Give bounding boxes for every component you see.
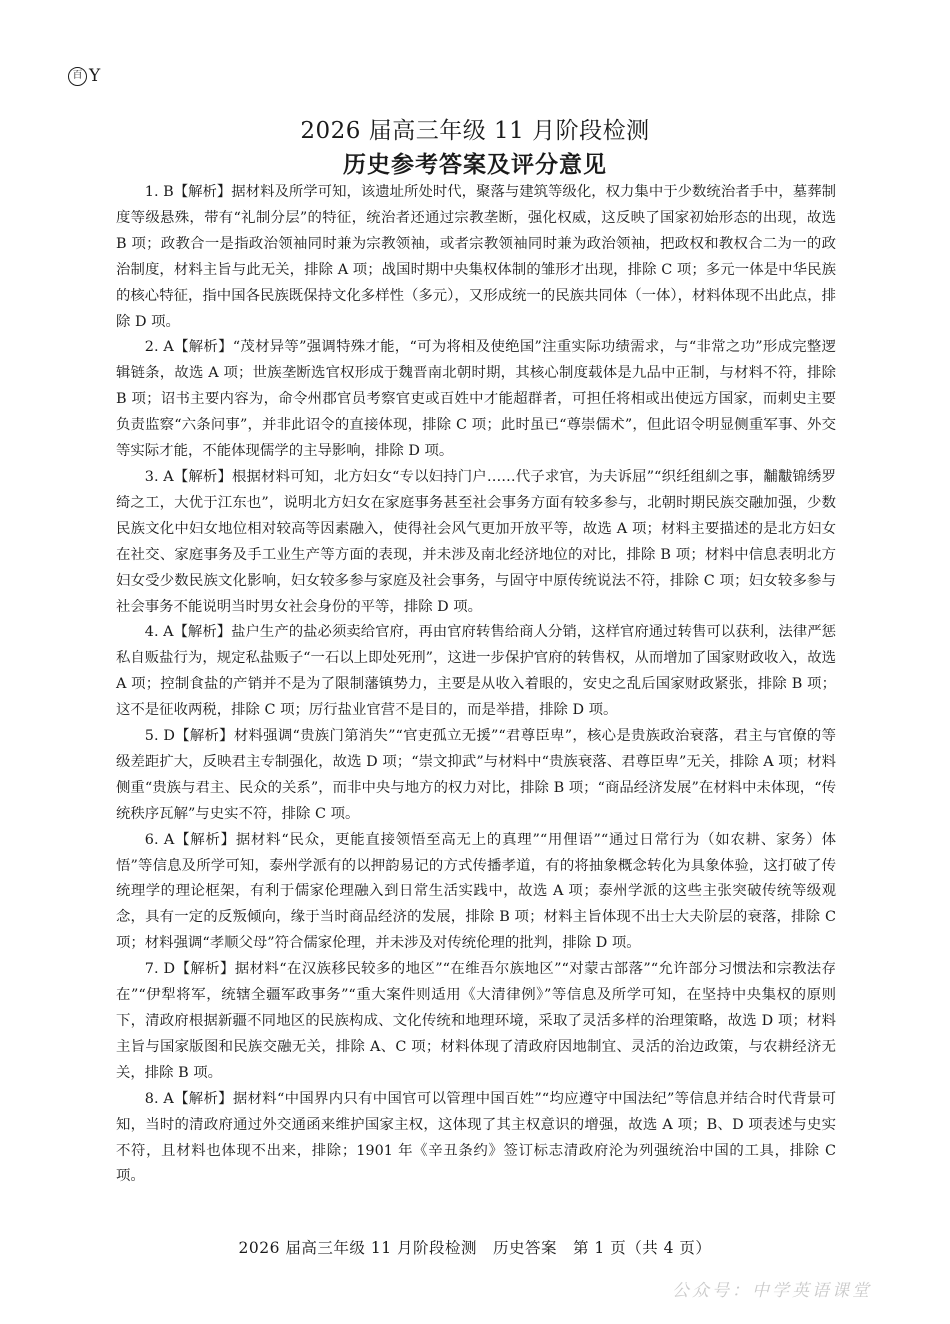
circled-badge: 百 — [68, 67, 87, 86]
corner-mark — [68, 66, 100, 86]
answer-item: 4. A【解析】盐户生产的盐必须卖给官府，再由官府转售给商人分销，这样官府通过转售可以获利，法律严惩私自贩盐行为，规定私盐贩子“一石以上即处死刑”，这进一步保护官府的转售权，从而增加了国家财政收入，故选 A 项；控制食盐的产销并不是为了限制藩镇势力，主要是从收入着眼的，安史之乱后国家财政紧张，排除 B 项；这不是征收两税，排除 C 项；厉行盐业官营不是目的，而是举措，排除 D 项。 — [116, 624, 836, 719]
answer-item: 6. A【解析】据材料“民众，更能直接领悟至高无上的真理”“用俚语”“通过日常行为（如农耕、家务）体悟”等信息及所学可知，泰州学派有的以押韵易记的方式传播孝道，有的将抽象概念转化为具象体验，这打破了传统理学的理论框架，有利于儒家伦理融入到日常生活实践中，故选 A 项；泰州学派的这些主张突破传统等级观念，具有一定的反叛倾向，缘于当时商品经济的发展，排除 B 项；材料主旨体现不出士大夫阶层的衰落，排除 C 项；材料强调“孝顺父母”符合儒家伦理，并未涉及对传统伦理的批判，排除 D 项。 — [116, 831, 836, 952]
page-title: 2026 届高三年级 11 月阶段检测 — [300, 118, 650, 144]
corner-letter: Y — [89, 66, 101, 86]
answer-item: 5. D【解析】材料强调“贵族门第消失”“官吏孤立无援”“君尊臣卑”，核心是贵族政治衰落，君主与官僚的等级差距扩大，反映君主专制强化，故选 D 项；“崇文抑武”与材料中“贵族衰落、君尊臣卑”无关，排除 A 项；材料侧重“贵族与君主、民众的关系”，而非中央与地方的权力对比，排除 B 项；“商品经济发展”在材料中未体现，“传统秩序瓦解”与史实不符，排除 C 项。 — [116, 728, 836, 822]
answer-list — [116, 180, 836, 1190]
page-subtitle: 历史参考答案及评分意见 — [343, 151, 607, 178]
answer-item: 7. D【解析】据材料“在汉族移民较多的地区”“在维吾尔族地区”“对蒙古部落”“允许部分习惯法和宗教法存在”“伊犁将军，统辖全疆军政事务”“重大案件则适用《大清律例》”等信息及所学可知，在坚持中央集权的原则下，清政府根据新疆不同地区的民族构成、文化传统和地理环境，采取了灵活多样的治理策略，故选 D 项；材料主旨与国家版图和民族交融无关，排除 A、C 项；材料体现了清政府因地制宜、灵活的治边政策，与农耕经济无关，排除 B 项。 — [116, 961, 836, 1081]
answer-item: 3. A【解析】根据材料可知，北方妇女“专以妇持门户……代子求官，为夫诉屈”“织纴组紃之事，黼黻锦绣罗绮之工，大优于江东也”，说明北方妇女在家庭事务甚至社会事务方面有较多参与，北朝时期民族交融加强，少数民族文化中妇女地位相对较高等因素融入，使得社会风气更加开放平等，故选 A 项；材料主要描述的是北方妇女在社交、家庭事务及手工业生产等方面的表现，并未涉及南北经济地位的对比，排除 B 项；材料中信息表明北方妇女受少数民族文化影响，妇女较多参与家庭及社会事务，与固守中原传统说法不符，排除 C 项；妇女较多参与社会事务不能说明当时男女社会身份的平等，排除 D 项。 — [116, 468, 836, 615]
answer-item: 1. B【解析】据材料及所学可知，该遗址所处时代，聚落与建筑等级化，权力集中于少数统治者手中，墓葬制度等级悬殊，带有“礼制分层”的特征，统治者还通过宗教垄断，强化权威，这反映了国家初始形态的出现，故选 B 项；政教合一是指政治领袖同时兼为宗教领袖，或者宗教领袖同时兼为政治领袖，把政权和教权合二为一的政治制度，材料主旨与此无关，排除 A 项；战国时期中央集权体制的雏形才出现，排除 C 项；多元一体是中华民族的核心特征，指中国各民族既保持文化多样性（多元），又形成统一的民族共同体（一体），材料体现不出此点，排除 D 项。 — [116, 184, 836, 330]
watermark: 公众号：中学英语课堂 — [672, 1281, 872, 1301]
page-footer: 2026 届高三年级 11 月阶段检测 历史答案 第 1 页（共 4 页） — [238, 1239, 712, 1257]
answer-item: 2. A【解析】“茂材异等”强调特殊才能，“可为将相及使绝国”注重实际功绩需求，与“非常之功”形成完整逻辑链条，故选 A 项；世族垄断选官权形成于魏晋南北朝时期，其核心制度载体是九品中正制，与材料不符，排除 B 项；诏书主要内容为，命令州郡官员考察官吏或百姓中才能超群者，可担任将相或出使远方国家，而刺史主要负责监察“六条问事”，并非此诏令的直接体现，排除 C 项；此时虽已“尊崇儒术”，但此诏令明显侧重军事、外交等实际才能，不能体现儒学的主导影响，排除 D 项。 — [116, 339, 836, 460]
answer-item: 8. A【解析】据材料“中国界内只有中国官可以管理中国百姓”“均应遵守中国法纪”等信息并结合时代背景可知，当时的清政府通过外交通函来维护国家主权，这体现了其主权意识的增强，故选 A 项；B、D 项表述与史实不符，且材料也体现不出来，排除；1901 年《辛丑条约》签订标志清政府沦为列强统治中国的工具，排除 C 项。 — [116, 1090, 836, 1185]
